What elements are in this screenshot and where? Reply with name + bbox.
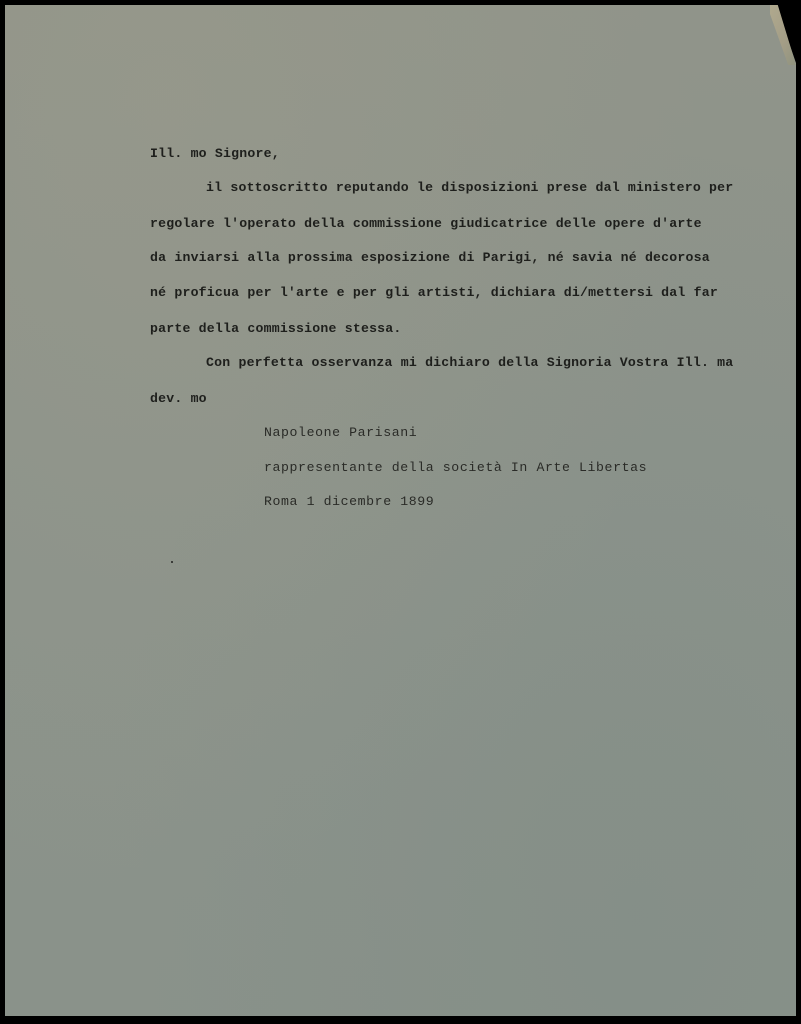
closing-abbreviation: dev. mo xyxy=(150,391,207,406)
body-line-3: da inviarsi alla prossima esposizione di Parigi, né savia né decorosa xyxy=(150,250,710,265)
body-line-5: parte della commissione stessa. xyxy=(150,321,402,336)
body-line-4: né proficua per l'arte e per gli artisti, dichiara di/mettersi dal far xyxy=(150,285,718,300)
closing-line: Con perfetta osservanza mi dichiaro della Signoria Vostra Ill. ma xyxy=(206,355,734,370)
signature-role: rappresentante della società In Arte Libertas xyxy=(264,460,648,475)
letter-page xyxy=(5,5,796,1016)
signature-place-date: Roma 1 dicembre 1899 xyxy=(264,494,435,509)
signature-name: Napoleone Parisani xyxy=(264,425,418,440)
body-line-2: regolare l'operato della commissione giudicatrice delle opere d'arte xyxy=(150,216,702,231)
salutation: Ill. mo Signore, xyxy=(150,146,280,161)
ink-speck xyxy=(171,561,173,563)
body-line-1: il sottoscritto reputando le disposizioni prese dal ministero per xyxy=(206,180,734,195)
